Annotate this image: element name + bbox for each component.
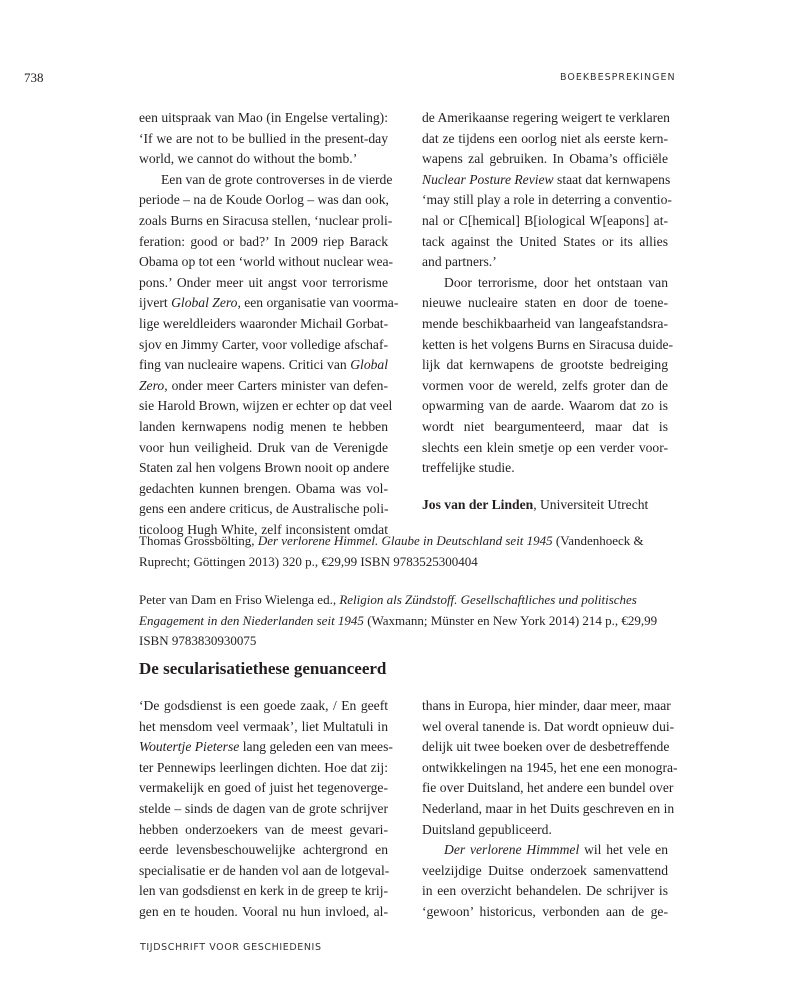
text-line: stelde – sinds de dagen van de grote schrijver — [139, 800, 388, 816]
italic-title: Woutertje Pieterse — [139, 739, 240, 755]
reviewer-signature — [422, 495, 668, 516]
text-line: and partners.’ — [422, 254, 497, 270]
text-span: ijvert — [139, 295, 172, 311]
text-line — [139, 355, 388, 376]
text-line: wordt niet beargumenteerd, maar dat is — [422, 418, 668, 434]
text-span: fing van nucleaire wapens. Critici van — [139, 357, 351, 373]
text-line: wel overal tanende is. Dat wordt opnieuw dui- — [422, 718, 675, 734]
text-line: zoals Burns en Siracusa stellen, ‘nuclear proli- — [139, 212, 393, 228]
text-line: Een van de grote controverses in de vierde — [161, 171, 393, 187]
running-head: BOEKBESPREKINGEN — [560, 72, 676, 83]
book-reference — [139, 531, 669, 572]
italic-title: Global Zero — [171, 295, 238, 311]
text-line: world, we cannot do without the bomb.’ — [139, 151, 358, 167]
text-line — [139, 293, 399, 314]
text-span: , onder meer Carters minister van defen- — [164, 377, 388, 393]
ref-details: (Waxmann; Münster en New York 2014) 214 p., €29,99 ISBN 9783830930075 — [139, 612, 658, 648]
text-line: sie Harold Brown, wijzen er echter op dat veel — [139, 398, 393, 414]
ref-author: Thomas Grossbölting, — [139, 533, 258, 548]
text-line: gedachten kunnen brengen. Obama was vol- — [139, 480, 388, 496]
text-line: Staten zal hen volgens Brown nooit op andere — [139, 460, 390, 476]
text-line: ‘may still play a role in deterring a conventio- — [422, 192, 672, 208]
text-line: feration: good or bad?’ In 2009 riep Barack — [139, 233, 388, 249]
text-line — [422, 170, 671, 191]
text-line: ticoloog Hugh White, zelf inconsistent omdat — [139, 521, 388, 537]
text-line: ‘If we are not to be bullied in the present-day — [139, 130, 388, 146]
top-left-column — [139, 108, 399, 540]
text-line: het mensdom veel vermaak’, liet Multatuli in — [139, 718, 388, 734]
text-line: delijk uit twee boeken over de desbetreffende — [422, 739, 670, 755]
text-line — [139, 737, 393, 758]
top-right-column — [422, 108, 674, 515]
text-line: ‘De godsdienst is een goede zaak, / En geeft — [139, 698, 388, 713]
text-line — [139, 376, 388, 397]
text-line: thans in Europa, hier minder, daar meer, maar — [422, 698, 671, 713]
italic-title: Der verlorene Himmmel — [444, 842, 580, 858]
text-line — [422, 840, 668, 861]
reviewer-affiliation: , Universiteit Utrecht — [533, 496, 649, 512]
text-line: slechts een klein smetje op een verder voor- — [422, 439, 668, 455]
text-line: hebben onderzoekers van de meest gevari- — [139, 821, 388, 837]
text-span: staat dat kernwapens — [553, 171, 671, 187]
reviewer-name: Jos van der Linden — [422, 496, 534, 512]
text-line: landen kernwapens nodig menen te hebben — [139, 418, 388, 434]
text-line: een uitspraak van Mao (in Engelse vertaling): — [139, 110, 388, 125]
text-line: ter Pennewips leerlingen dichten. Hoe dat zij: — [139, 759, 388, 775]
journal-footer: TIJDSCHRIFT VOOR GESCHIEDENIS — [140, 942, 322, 953]
text-span: lang geleden een van mees- — [239, 739, 393, 755]
text-line: wapens zal gebruiken. In Obama’s officiële — [422, 151, 668, 167]
text-line: lige wereldleiders waaronder Michail Gorbat- — [139, 315, 389, 331]
italic-title: Zero — [139, 377, 165, 393]
text-line: opwarming van de aarde. Waarom dat zo is — [422, 398, 668, 414]
text-line: nieuwe nucleaire staten en door de toene- — [422, 295, 668, 311]
review-heading: De secularisatiethese genuanceerd — [139, 659, 387, 678]
ref-details: (Vandenhoeck & Ruprecht; Göttingen 2013) 320 p., €29,99 ISBN 9783525300404 — [139, 533, 644, 569]
text-line: Nederland, maar in het Duits geschreven en in — [422, 800, 675, 816]
text-line: vormen voor de wereld, zelfs groter dan de — [422, 377, 668, 393]
text-line: dat ze tijdens een oorlog niet als eerste kern- — [422, 130, 668, 146]
text-line: nal or C[hemical] B[iological W[eapons] at- — [422, 212, 668, 228]
text-line: de Amerikaanse regering weigert te verklaren — [422, 110, 670, 125]
text-line: fie over Duitsland, het andere een bundel over — [422, 780, 674, 796]
text-line: eerde levensbeschouwelijke achtergrond en — [139, 842, 388, 858]
text-line: gens een andere criticus, de Australische poli- — [139, 501, 389, 517]
text-line: Duitsland gepubliceerd. — [422, 821, 552, 837]
text-line: pons.’ Onder meer uit angst voor terrorisme — [139, 274, 388, 290]
text-line: veelzijdige Duitse onderzoek samenvattend — [422, 862, 668, 878]
italic-title: Nuclear Posture Review — [422, 171, 554, 187]
text-line: lijk dat kernwapens de grootste bedreiging — [422, 357, 668, 373]
page-number: 738 — [24, 70, 44, 85]
text-line: treffelijke studie. — [422, 460, 515, 476]
review-right-column — [422, 696, 678, 923]
text-line: ketten is het volgens Burns en Siracusa duide- — [422, 336, 674, 352]
text-line: tack against the United States or its allies — [422, 233, 668, 249]
text-line: sjov en Jimmy Carter, voor volledige afschaf- — [139, 336, 388, 352]
text-line: ontwikkelingen na 1945, het ene een monogra- — [422, 759, 678, 775]
ref-title: Der verlorene Himmel. Glaube in Deutschland seit 1945 — [257, 533, 553, 548]
text-line: gen en te houden. Vooral nu hun invloed, al- — [139, 903, 388, 919]
text-line: Door terrorisme, door het ontstaan van — [444, 274, 668, 290]
italic-title: Global — [350, 357, 388, 373]
text-line: Obama op tot een ‘world without nuclear wea- — [139, 254, 394, 270]
text-line: mende beschikbaarheid van langeafstandsra- — [422, 315, 668, 331]
book-references — [139, 531, 669, 670]
text-line: vermakelijk en goed of juist het tegenoverge- — [139, 780, 388, 796]
text-line: in een overzicht behandelen. De schrijver is — [422, 883, 668, 899]
text-line: ‘gewoon’ historicus, verbonden aan de ge- — [422, 903, 668, 919]
ref-title: Religion als Zündstoff. Gesellschaftliches und politisches Engagement in den Niederlanden seit 1945 — [139, 592, 637, 628]
book-reference — [139, 590, 669, 652]
text-span: , een organisatie van voorma- — [237, 295, 399, 311]
text-line: periode – na de Koude Oorlog – was dan ook, — [139, 192, 389, 208]
text-line: len van godsdienst en kerk in de greep te krij- — [139, 883, 388, 899]
text-line: voor hun veiligheid. Druk van de Verenigde — [139, 439, 388, 455]
review-left-column — [139, 696, 393, 923]
text-span: wil het vele en — [579, 842, 668, 858]
text-line: specialisatie er de handen vol aan de lotgeval- — [139, 862, 390, 878]
ref-author: Peter van Dam en Friso Wielenga ed., — [139, 592, 340, 607]
